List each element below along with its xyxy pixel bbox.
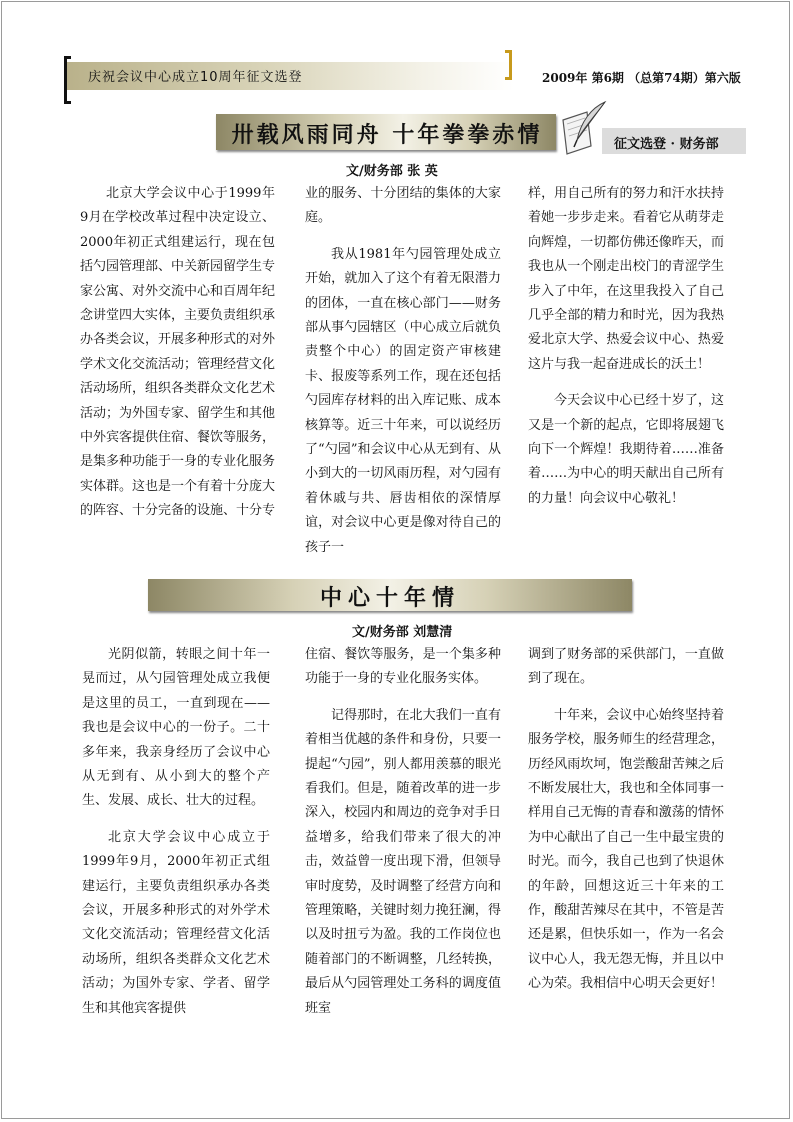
article1-column-3	[528, 182, 724, 523]
paragraph: 北京大学会议中心于1999年9月在学校改革过程中决定设立、2000年初正式组建运行，现在包括勺园管理部、中关新园留学生专家公寓、对外交流中心和百周年纪念讲堂四大实体，主要负责组织承办各类会议，开展多种形式的对外学术文化交流活动；管理经营文化活动场所，组织各类群众文化艺术活动；为外国专家、留学生和其他中外宾客提供住宿、餐饮等服务，是集多种功能于一身的专业化服务实体群。这也是一个有着十分庞大的阵容、十分完备的设施、十分专	[80, 186, 276, 519]
header-bracket-right	[505, 50, 512, 80]
article2-byline: 文/财务部 刘慧清	[352, 625, 453, 640]
paragraph: 记得那时，在北大我们一直有着相当优越的条件和身份，只要一提起“勺园”，别人都用羡慕的眼光看我们。但是，随着改革的进一步深入，校园内和周边的竞争对手日益增多，给我们带来了很大的冲击，效益曾一度出现下滑，但领导审时度势，及时调整了经营方向和管理策略，关键时刻力挽狂澜，得以及时扭亏为盈。我的工作岗位也随着部门的不断调整，几经转换，最后从勺园管理处工务科的调度值班室	[305, 707, 501, 1016]
article1-byline: 文/财务部 张 英	[346, 164, 438, 179]
article1-title: 卅载风雨同舟 十年拳拳赤情	[231, 122, 543, 148]
paragraph-continuation: 样，用自己所有的努力和汗水扶持着她一步步走来。看着它从萌芽走向辉煌，一切都仿佛还像昨天，而我也从一个刚走出校门的青涩学生步入了中年，在这里我投入了自己几乎全部的精力和时光，因为我热爱北京大学、热爱会议中心、热爱这片与我一起奋进成长的沃土！	[528, 186, 724, 372]
paragraph: 我从1981年勺园管理处成立开始，就加入了这个有着无限潜力的团体，一直在核心部门——财务部从事勺园辖区（中心成立后就负责整个中心）的固定资产审核建卡、报废等系列工作，现在还包括勺园库存材料的出入库记账、成本核算等。近三十年来，可以说经历了“勺园”和会议中心从无到有、从小到大的一切风雨历程，对勺园有着休戚与共、唇齿相依的深情厚谊，对会议中心更是像对待自己的孩子一	[305, 246, 501, 555]
paragraph: 十年来，会议中心始终坚持着服务学校，服务师生的经营理念，历经风雨坎坷，饱尝酸甜苦辣之后不断发展壮大，我也和全体同事一样用自己无悔的青春和激荡的情怀为中心献出了自己一生中最宝贵的时光。而今，我自己也到了快退休的年龄，回想这近三十年来的工作，酸甜苦辣尽在其中，不管是苦还是累，但快乐如一，作为一名会议中心人，我无怨无悔，并且以中心为荣。我相信中心明天会更好！	[528, 707, 724, 992]
paragraph: 北京大学会议中心成立于1999年9月，2000年初正式组建运行，主要负责组织承办各类会议，开展多种形式的对外学术文化交流活动；管理经营文化活动场所，组织各类群众文化艺术活动；为国外专家、学者、留学生和其他宾客提供	[82, 829, 270, 1016]
article1-column-1	[80, 182, 275, 536]
paragraph: 光阴似箭，转眼之间十年一晃而过，从勺园管理处成立我便是这里的员工，一直到现在——我也是会议中心的一份子。二十多年来，我亲身经历了会议中心从无到有、从小到大的整个产生、发展、成长、壮大的过程。	[82, 647, 270, 809]
header-bracket-left	[64, 56, 71, 104]
paragraph-continuation: 住宿、餐饮等服务，是一个集多种功能于一身的专业化服务实体。	[305, 647, 501, 687]
article2-column-3	[528, 643, 724, 1009]
paragraph-continuation: 业的服务、十分团结的集体的大家庭。	[305, 186, 501, 226]
article1-category: 征文选登 · 财务部	[614, 137, 719, 152]
paragraph-continuation: 调到了财务部的采供部门，一直做到了现在。	[528, 647, 724, 687]
article2-column-1	[82, 643, 270, 1033]
issue-info: 2009年 第6期 （总第74期）第六版	[542, 71, 741, 85]
article2-column-2	[305, 643, 501, 1033]
article1-column-2	[305, 182, 501, 572]
paragraph: 今天会议中心已经十岁了，这又是一个新的起点，它即将展翅飞向下一个辉煌！我期待着……准备着……为中心的明天献出自己所有的力量！向会议中心敬礼！	[528, 393, 724, 506]
article2-title: 中心十年情	[319, 585, 460, 611]
header-title: 庆祝会议中心成立10周年征文选登	[88, 70, 303, 85]
